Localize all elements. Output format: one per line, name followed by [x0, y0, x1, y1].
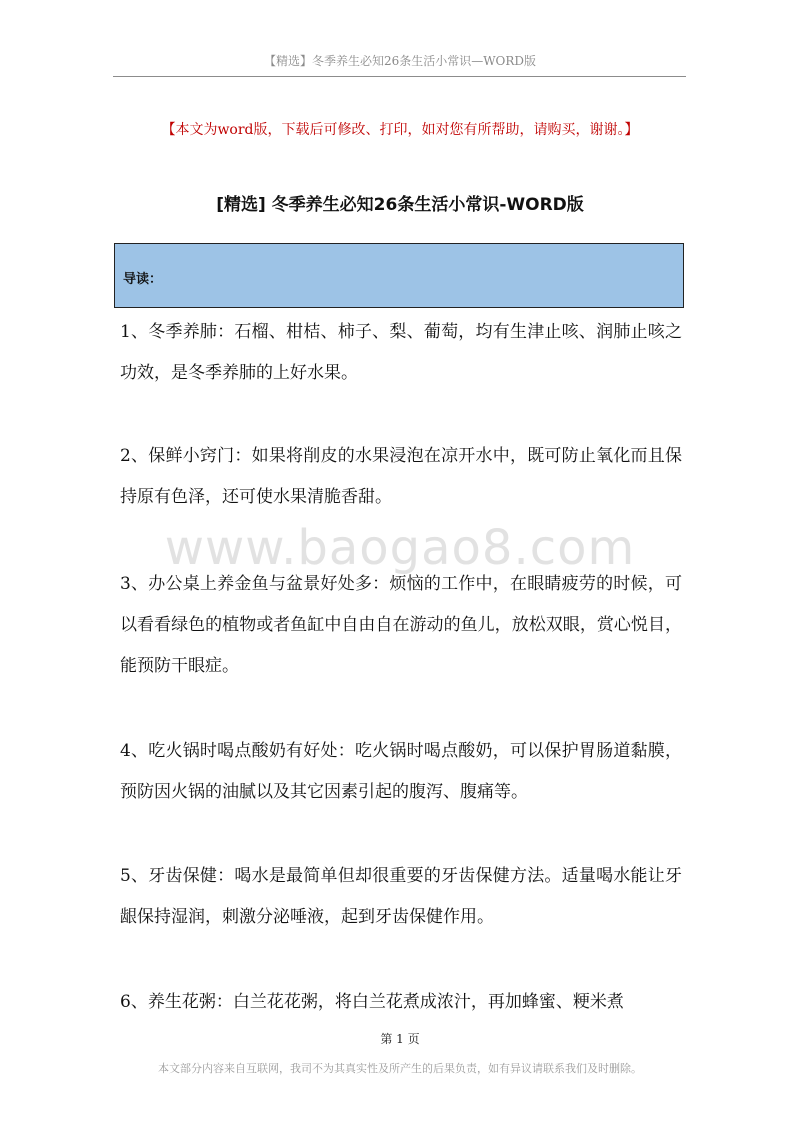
purchase-notice: 【本文为word版，下载后可修改、打印，如对您有所帮助，请购买，谢谢。】 [161, 122, 639, 138]
paragraph-3: 3、办公桌上养金鱼与盆景好处多：烦恼的工作中，在眼睛疲劳的时候，可以看看绿色的植物或者鱼缸中自由自在游动的鱼儿，放松双眼，赏心悦目，能预防干眼症。 [120, 574, 682, 676]
paragraph-4: 4、吃火锅时喝点酸奶有好处：吃火锅时喝点酸奶，可以保护胃肠道黏膜，预防因火锅的油腻以及其它因素引起的腹泻、腹痛等。 [120, 741, 682, 802]
watermark: www.baogao8.com [164, 520, 636, 576]
footer-disclaimer: 本文部分内容来自互联网，我司不为其真实性及所产生的后果负责，如有异议请联系我们及时删除。 [158, 1062, 642, 1075]
page-header-title: 【精选】冬季养生必知26条生活小常识—WORD版 [263, 54, 537, 68]
paragraph-1: 1、冬季养肺：石榴、柑桔、柿子、梨、葡萄，均有生津止咳、润肺止咳之功效，是冬季养肺的上好水果。 [120, 322, 682, 383]
header-divider [113, 76, 686, 77]
intro-box [114, 243, 684, 308]
paragraph-6: 6、养生花粥：白兰花花粥，将白兰花煮成浓汁，再加蜂蜜、粳米煮 [120, 992, 624, 1012]
paragraph-5: 5、牙齿保健：喝水是最简单但却很重要的牙齿保健方法。适量喝水能让牙龈保持湿润，刺激分泌唾液，起到牙齿保健作用。 [120, 866, 682, 927]
paragraph-2: 2、保鲜小窍门：如果将削皮的水果浸泡在凉开水中，既可防止氧化而且保持原有色泽，还可使水果清脆香甜。 [120, 446, 682, 507]
page-number: 第 1 页 [380, 1032, 420, 1046]
document-title: [精选] 冬季养生必知26条生活小常识-WORD版 [216, 195, 584, 215]
intro-label: 导读： [123, 272, 163, 287]
